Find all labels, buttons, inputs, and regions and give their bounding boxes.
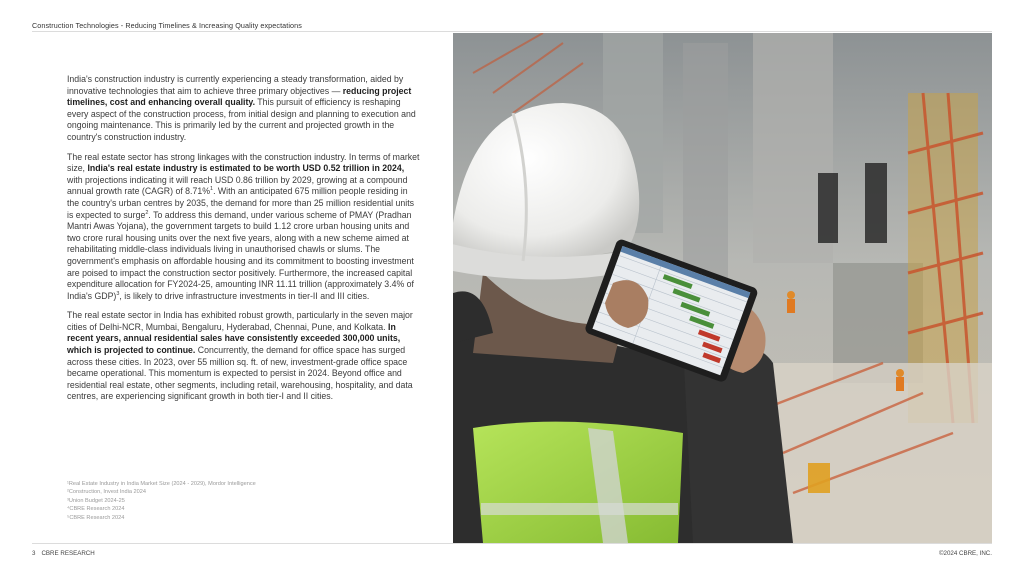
copyright: ©2024 CBRE, INC. <box>938 550 992 557</box>
p2-text-4: . To address this demand, under various scheme of PMAY (Pradhan Mantri Awas Yojana), the government targets to build 1.12 crore urban housing units and two crore rural housing units over the next five years, along with a new scheme aimed at rehabilitating middle-class individuals living in unauthorised chawls or slums. The government's emphasis on affordable housing and its commitment to boosting investment are poised to impact the construction sector positively. Furthermore, the increased capital expenditure allocation for FY2024-25, amounting INR 11.11 trillion (approximately 3.4% of India's GDP) <box>67 209 414 301</box>
footnote-item: ⁵CBRE Research 2024 <box>67 514 125 521</box>
p2-bold-1: India's real estate industry is estimated to be worth USD 0.52 trillion in 2024, <box>87 163 405 174</box>
body-text-column <box>67 74 421 411</box>
footnote-ref-2: 2 <box>145 209 149 216</box>
footnote-ref-3: 3 <box>116 290 120 297</box>
p2-text-3: . With an anticipated 675 million people residing in the country's urban centres by 2035, the demand for more than 25 million residential units is expected to surge <box>67 186 415 220</box>
paragraph-market-size <box>67 152 421 303</box>
running-header: Construction Technologies - Reducing Timelines & Increasing Quality expectations <box>32 21 302 30</box>
footnotes <box>67 480 367 522</box>
p2-text-5: , is likely to drive infrastructure investments in tier-II and III cities. <box>119 290 370 301</box>
p1-text-2: This pursuit of efficiency is reshaping every aspect of the construction process, from initial design and planning to execution and ongoing maintenance. This is primarily led by the current and projected growth in the country's construction industry. <box>67 97 416 142</box>
footnote-item: ¹Real Estate Industry in India Market Size (2024 - 2029), Mordor Intelligence <box>67 481 256 487</box>
paragraph-growth <box>67 310 421 403</box>
p3-bold-1: In recent years, annual residential sales have consistently exceeded 300,000 units, which is projected to continue. <box>67 321 401 356</box>
footer-divider <box>32 543 992 544</box>
page-number: 3 <box>32 550 36 557</box>
footnote-ref-1: 1 <box>210 186 214 193</box>
header-divider <box>32 31 992 32</box>
footnote-item: ²Construction, Invest India 2024 <box>67 489 146 496</box>
engineer-with-tablet-photo <box>453 33 992 543</box>
p3-text-2: Concurrently, the demand for office space has surged across these cities. In 2023, over 55 million sq. ft. of new, investment-grade office space became operational. This momentum is expected to persist in 2024. Beyond office and residential real estate, other segments, including retail, warehousing, hospitality, and data centres, are experiencing significant growth in both tier-I and II cities. <box>67 345 413 402</box>
footnote-item: ⁴CBRE Research 2024 <box>67 506 125 513</box>
p1-bold-1: reducing project timelines, cost and enhancing overall quality. <box>67 85 412 108</box>
footnote-item: ³Union Budget 2024-25 <box>67 497 125 504</box>
publisher-name: CBRE RESEARCH <box>41 550 95 557</box>
footer-left <box>32 550 95 557</box>
p3-text-1: The real estate sector in India has exhibited robust growth, particularly in the seven major cities of Delhi-NCR, Mumbai, Bengaluru, Hyderabad, Chennai, Pune, and Kolkata. <box>67 310 413 332</box>
paragraph-intro <box>67 74 421 144</box>
p2-text-1: The real estate sector has strong linkages with the construction industry. In terms of market size, <box>67 151 420 174</box>
p1-text-1: India's construction industry is currently experiencing a steady transformation, aided by innovative technologies that aim to achieve three primary objectives — <box>67 74 404 96</box>
p2-text-2: with projections indicating it will reach USD 0.86 trillion by 2029, growing at a compound annual growth rate (CAGR) of 8.71% <box>67 174 408 197</box>
